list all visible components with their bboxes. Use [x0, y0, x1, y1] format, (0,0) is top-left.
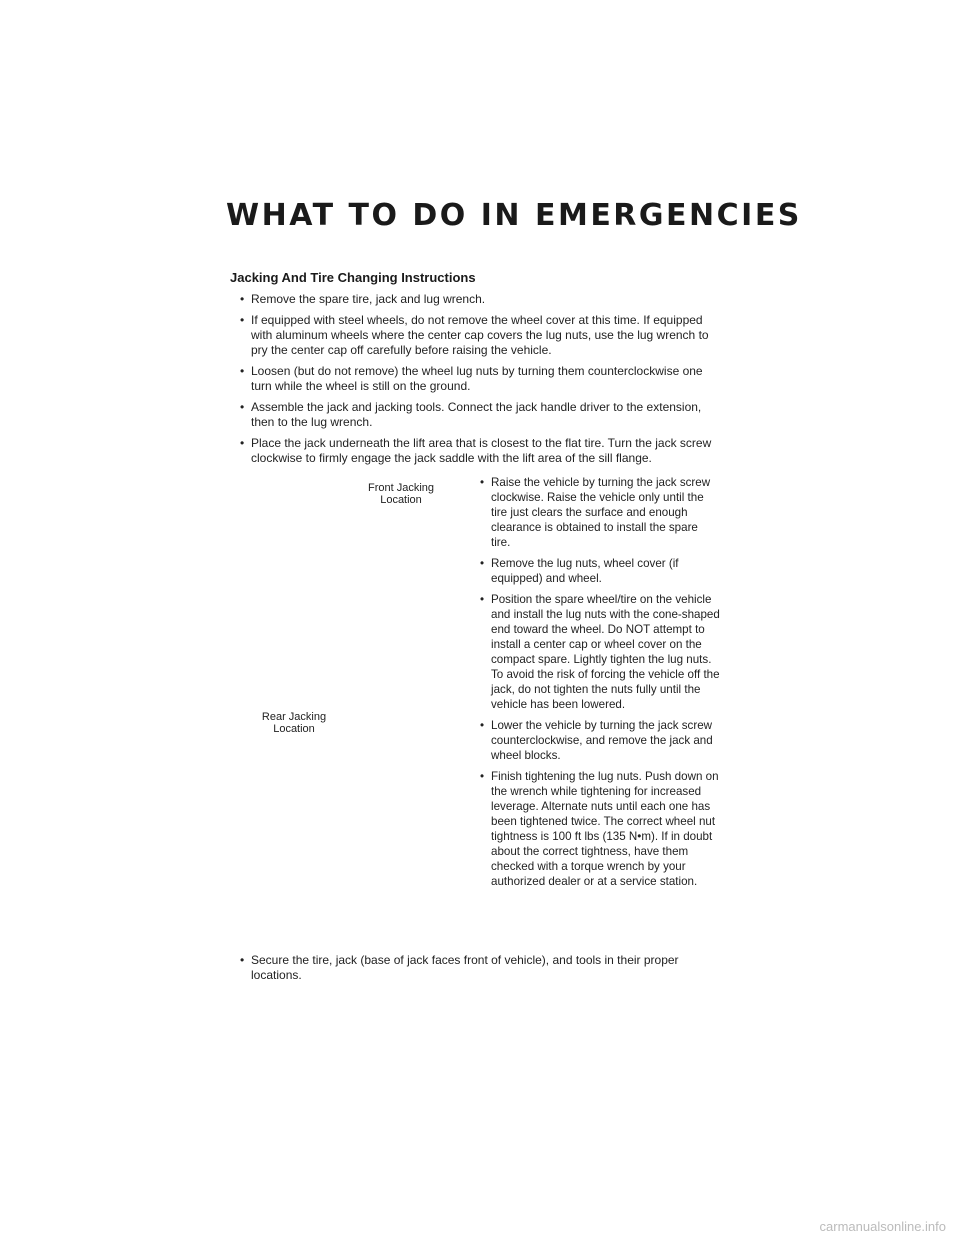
bullet-icon: • — [480, 476, 485, 489]
list-item-text: Lower the vehicle by turning the jack screw counterclockwise, and remove the jack and wheel blocks. — [491, 719, 713, 762]
bullet-icon: • — [240, 400, 245, 414]
page-header-title: WHAT TO DO IN EMERGENCIES — [226, 198, 802, 233]
list-item — [240, 292, 720, 307]
steps-list-bottom — [240, 953, 720, 989]
steps-list-top — [240, 292, 720, 472]
bullet-icon: • — [480, 719, 485, 732]
section-title: Jacking And Tire Changing Instructions — [230, 270, 476, 285]
list-item — [240, 400, 720, 430]
list-item-text: Loosen (but do not remove) the wheel lug nuts by turning them counterclockwise one turn while the wheel is still on the ground. — [251, 364, 703, 393]
list-item-text: Finish tightening the lug nuts. Push down on the wrench while tightening for increased leverage. Alternate nuts until each one has been tightened twice. The correct wheel nut tightness is 100 ft lbs (135 N•m). If in doubt about the correct tightness, have them checked with a torque wrench by your authorized dealer or at a service station. — [491, 770, 719, 888]
rear-jacking-location-label: Rear Jacking Location — [261, 711, 327, 735]
footer-watermark: carmanualsonline.info — [819, 1219, 946, 1234]
bullet-icon: • — [480, 593, 485, 606]
list-item-text: Raise the vehicle by turning the jack screw clockwise. Raise the vehicle only until the tire just clears the surface and enough clearance is obtained to install the spare tire. — [491, 476, 711, 549]
list-item — [240, 953, 720, 983]
front-jacking-location-label: Front Jacking Location — [367, 482, 435, 506]
bullet-icon: • — [480, 557, 485, 570]
bullet-icon: • — [240, 313, 245, 327]
list-item — [240, 313, 720, 358]
list-item-text: If equipped with steel wheels, do not remove the wheel cover at this time. If equipped with aluminum wheels where the center cap covers the lug nuts, use the lug wrench to pry the center cap off carefully before raising the vehicle. — [251, 313, 709, 357]
list-item-text: Secure the tire, jack (base of jack faces front of vehicle), and tools in their proper locations. — [251, 953, 679, 982]
bullet-icon: • — [240, 953, 245, 967]
list-item — [480, 769, 720, 889]
jacking-locations-figure — [236, 472, 461, 772]
bullet-icon: • — [240, 292, 245, 306]
list-item — [240, 364, 720, 394]
list-item — [480, 556, 720, 586]
list-item-text: Remove the spare tire, jack and lug wrench. — [251, 292, 486, 306]
list-item — [480, 592, 720, 712]
list-item-text: Place the jack underneath the lift area that is closest to the flat tire. Turn the jack screw clockwise to firmly engage the jack saddle with the lift area of the sill flange. — [251, 436, 712, 465]
list-item — [480, 475, 720, 550]
bullet-icon: • — [240, 364, 245, 378]
steps-list-right — [480, 475, 720, 895]
bullet-icon: • — [480, 770, 485, 783]
list-item-text: Remove the lug nuts, wheel cover (if equipped) and wheel. — [491, 557, 679, 585]
list-item — [240, 436, 720, 466]
list-item-text: Assemble the jack and jacking tools. Connect the jack handle driver to the extension, then to the lug wrench. — [251, 400, 702, 429]
bullet-icon: • — [240, 436, 245, 450]
list-item-text: Position the spare wheel/tire on the vehicle and install the lug nuts with the cone-shaped end toward the wheel. Do NOT attempt to install a center cap or wheel cover on the compact spare. Lightly tighten the lug nuts. To avoid the risk of forcing the vehicle off the jack, do not tighten the nuts fully until the vehicle has been lowered. — [491, 593, 720, 711]
list-item — [480, 718, 720, 763]
